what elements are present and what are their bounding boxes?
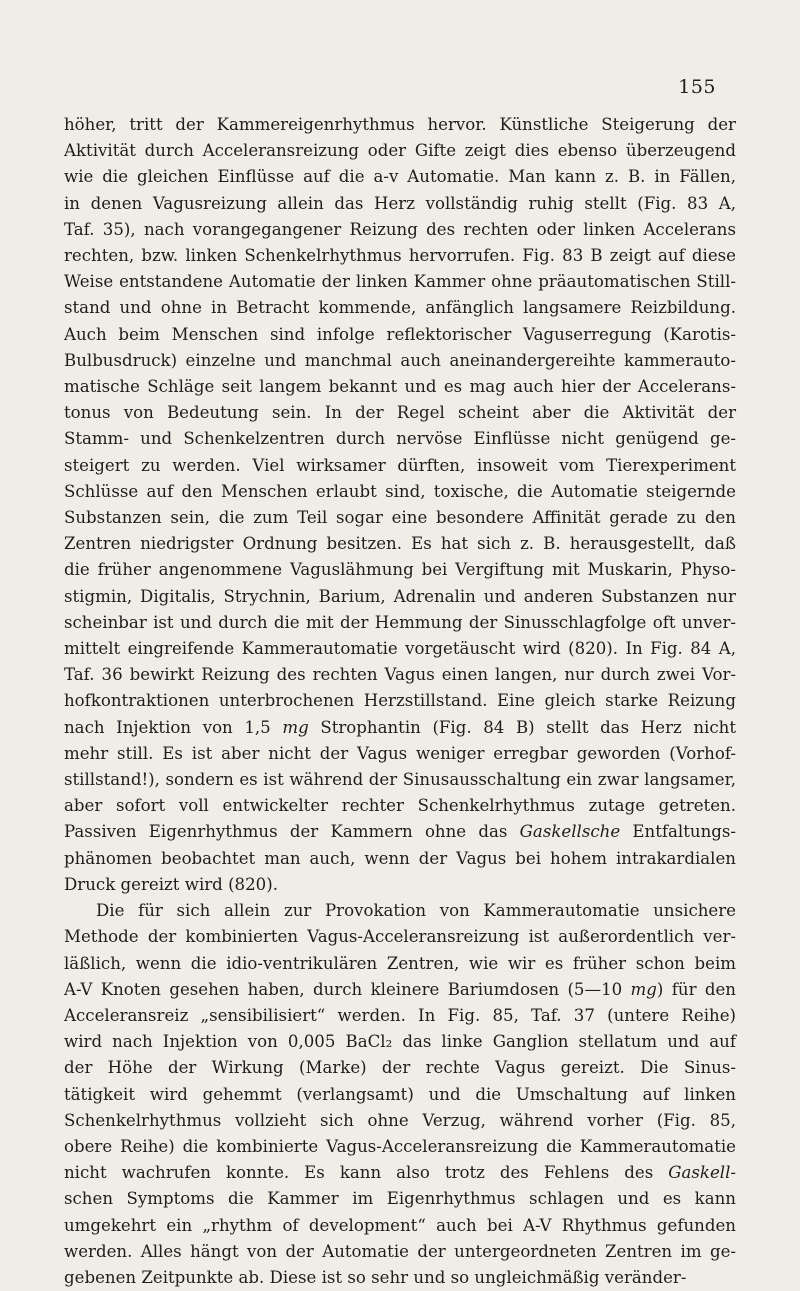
text-line: werden. Alles hängt von der Automatie der untergeordneten Zentren im ge- bbox=[64, 1241, 736, 1261]
text-line: schen Symptoms die Kammer im Eigenrhythmus schlagen und es kann bbox=[64, 1189, 736, 1209]
text-line: matische Schläge seit langem bekannt und es mag auch hier der Accelerans- bbox=[64, 377, 736, 397]
text-line: nach Injektion von 1,5 mg Strophantin (Fig. 84 B) stellt das Herz nicht bbox=[64, 717, 736, 737]
text-line: Methode der kombinierten Vagus-Acceleransreizung ist außerordentlich ver- bbox=[64, 927, 736, 947]
page-number: 155 bbox=[678, 76, 716, 98]
text-line: steigert zu werden. Viel wirksamer dürften, insoweit vom Tierexperiment bbox=[64, 455, 736, 475]
text-line: Taf. 35), nach vorangegangener Reizung des rechten oder linken Accelerans bbox=[64, 219, 736, 239]
text-line: nicht wachrufen konnte. Es kann also trotz des Fehlens des Gaskell- bbox=[64, 1163, 736, 1183]
text-line: läßlich, wenn die idio-ventrikulären Zentren, wie wir es früher schon beim bbox=[64, 953, 736, 973]
text-line: Auch beim Menschen sind infolge reflektorischer Vaguserregung (Karotis- bbox=[64, 324, 736, 344]
text-line: scheinbar ist und durch die mit der Hemmung der Sinusschlagfolge oft unver- bbox=[64, 612, 736, 632]
text-line: mehr still. Es ist aber nicht der Vagus weniger erregbar geworden (Vorhof- bbox=[64, 743, 736, 763]
text-line: die früher angenommene Vaguslähmung bei Vergiftung mit Muskarin, Physo- bbox=[64, 560, 736, 580]
text-line: obere Reihe) die kombinierte Vagus-Acceleransreizung die Kammerautomatie bbox=[64, 1136, 736, 1156]
text-line: rechten, bzw. linken Schenkelrhythmus hervorrufen. Fig. 83 B zeigt auf diese bbox=[64, 246, 736, 266]
text-line: Aktivität durch Acceleransreizung oder Gifte zeigt dies ebenso überzeugend bbox=[64, 141, 736, 161]
text-line: Schenkelrhythmus vollzieht sich ohne Verzug, während vorher (Fig. 85, bbox=[64, 1110, 736, 1130]
text-line: tonus von Bedeutung sein. In der Regel scheint aber die Aktivität der bbox=[64, 403, 736, 423]
text-line: tätigkeit wird gehemmt (verlangsamt) und die Umschaltung auf linken bbox=[64, 1084, 736, 1104]
text-line: wie die gleichen Einflüsse auf die a-v Automatie. Man kann z. B. in Fällen, bbox=[64, 167, 736, 187]
text-line: stigmin, Digitalis, Strychnin, Barium, Adrenalin und anderen Substanzen nur bbox=[64, 586, 736, 606]
text-line: Weise entstandene Automatie der linken Kammer ohne präautomatischen Still- bbox=[64, 272, 736, 292]
text-line: stillstand!), sondern es ist während der Sinusausschaltung ein zwar langsamer, bbox=[64, 770, 736, 790]
text-line: wird nach Injektion von 0,005 BaCl₂ das linke Ganglion stellatum und auf bbox=[64, 1032, 736, 1052]
text-line: umgekehrt ein „rhythm of development“ auch bei A-V Rhythmus gefunden bbox=[64, 1215, 736, 1235]
text-line: höher, tritt der Kammereigenrhythmus hervor. Künstliche Steigerung der bbox=[64, 115, 736, 134]
body-text bbox=[64, 112, 736, 1291]
text-line: Taf. 36 bewirkt Reizung des rechten Vagus einen langen, nur durch zwei Vor- bbox=[64, 665, 736, 685]
text-line: Druck gereizt wird (820). bbox=[64, 874, 278, 894]
text-line: mittelt eingreifende Kammerautomatie vorgetäuscht wird (820). In Fig. 84 A, bbox=[64, 639, 736, 659]
text-line: Stamm- und Schenkelzentren durch nervöse Einflüsse nicht genügend ge- bbox=[64, 429, 736, 449]
text-line: Die für sich allein zur Provokation von Kammerautomatie unsichere bbox=[96, 901, 736, 921]
text-line: aber sofort voll entwickelter rechter Schenkelrhythmus zutage getreten. bbox=[64, 796, 736, 816]
text-line: gebenen Zeitpunkte ab. Diese ist so sehr und so ungleichmäßig veränder- bbox=[64, 1267, 687, 1287]
text-line: stand und ohne in Betracht kommende, anfänglich langsamere Reizbildung. bbox=[64, 298, 736, 318]
text-line: A-V Knoten gesehen haben, durch kleinere Bariumdosen (5—10 mg) für den bbox=[64, 979, 736, 999]
text-line: Bulbusdruck) einzelne und manchmal auch aneinandergereihte kammerauto- bbox=[64, 350, 736, 370]
text-line: phänomen beobachtet man auch, wenn der Vagus bei hohem intrakardialen bbox=[64, 848, 736, 868]
text-line: Acceleransreiz „sensibilisiert“ werden. In Fig. 85, Taf. 37 (untere Reihe) bbox=[64, 1005, 736, 1025]
text-line: in denen Vagusreizung allein das Herz vollständig ruhig stellt (Fig. 83 A, bbox=[64, 193, 736, 213]
text-line: Passiven Eigenrhythmus der Kammern ohne das Gaskellsche Entfaltungs- bbox=[64, 822, 737, 842]
text-line: der Höhe der Wirkung (Marke) der rechte Vagus gereizt. Die Sinus- bbox=[64, 1058, 736, 1078]
text-line: Zentren niedrigster Ordnung besitzen. Es hat sich z. B. herausgestellt, daß bbox=[64, 534, 736, 554]
text-line: hofkontraktionen unterbrochenen Herzstillstand. Eine gleich starke Reizung bbox=[64, 691, 736, 711]
text-line: Schlüsse auf den Menschen erlaubt sind, toxische, die Automatie steigernde bbox=[64, 481, 736, 501]
text-line: Substanzen sein, die zum Teil sogar eine besondere Affinität gerade zu den bbox=[64, 508, 736, 528]
